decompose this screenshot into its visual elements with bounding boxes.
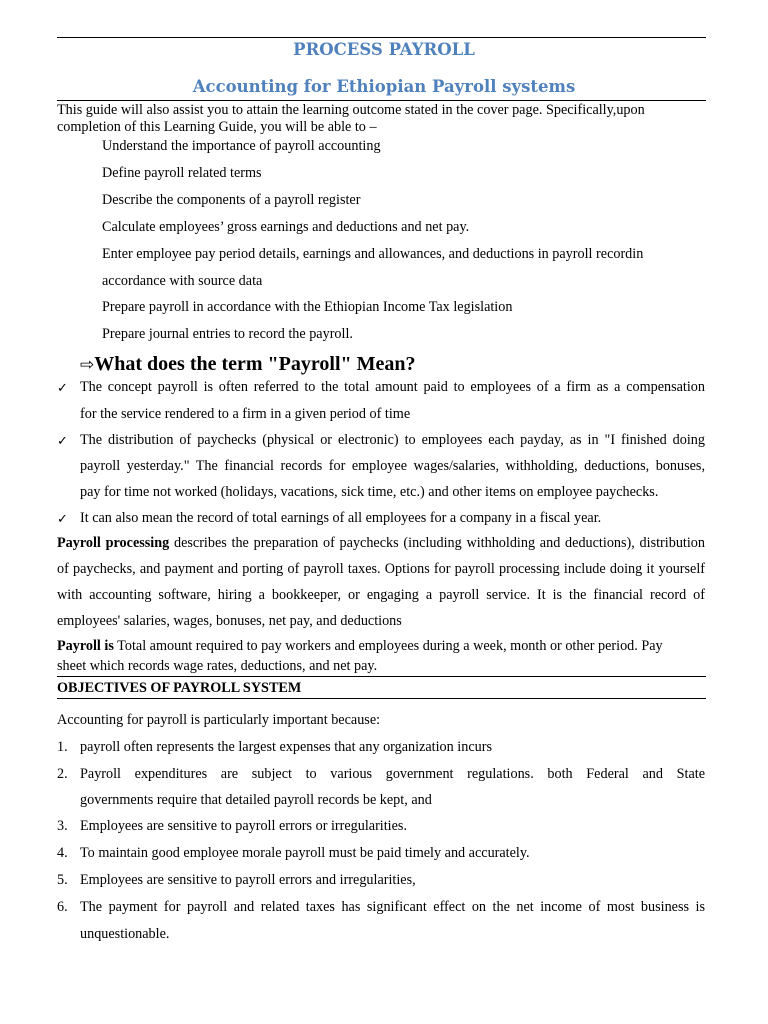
objective-number: 2. (57, 766, 68, 782)
outcome-item: Describe the components of a payroll register (102, 192, 361, 208)
objective-line: The payment for payroll and related taxes has significant effect on the net income of most business is (80, 899, 705, 915)
objective-number: 4. (57, 845, 68, 861)
subtitle-rule (57, 100, 706, 101)
objectives-heading: OBJECTIVES OF PAYROLL SYSTEM (57, 680, 302, 696)
objective-line: unquestionable. (80, 926, 170, 942)
outcome-item-continued: accordance with source data (102, 273, 263, 289)
definition-line: It can also mean the record of total earnings of all employees for a company in a fiscal year. (80, 510, 602, 526)
definition-line: for the service rendered to a firm in a given period of time (80, 406, 411, 422)
processing-line: with accounting software, hiring a bookkeeper, or engaging a payroll service. It is the financial record of (57, 587, 705, 603)
check-icon: ✓ (57, 433, 68, 448)
objectives-rule-top (57, 676, 706, 677)
outcome-item: Prepare payroll in accordance with the Ethiopian Income Tax legislation (102, 299, 513, 315)
objectives-rule-bottom (57, 698, 706, 699)
processing-text: describes the preparation of paychecks (including withholding and deductions), distribution (169, 535, 705, 551)
objective-number: 5. (57, 872, 68, 888)
processing-term: Payroll processing (57, 535, 170, 551)
intro-line-1: This guide will also assist you to attain the learning outcome stated in the cover page. Specifically,upon (57, 102, 645, 118)
arrow-right-icon: ⇨ (80, 355, 95, 375)
payroll-is-term: Payroll is (57, 638, 114, 654)
processing-line: of paychecks, and payment and porting of payroll taxes. Options for payroll processing include doing it yourself (57, 561, 705, 577)
processing-line (57, 535, 705, 552)
definition-line: pay for time not worked (holidays, vacations, sick time, etc.) and other items on employee paychecks. (80, 484, 659, 500)
page-title: PROCESS PAYROLL (293, 40, 475, 59)
outcome-item: Prepare journal entries to record the payroll. (102, 326, 353, 342)
outcome-item: Define payroll related terms (102, 165, 262, 181)
objective-line: Employees are sensitive to payroll errors and irregularities, (80, 872, 416, 888)
objectives-intro: Accounting for payroll is particularly important because: (57, 712, 381, 728)
outcome-item: Calculate employees’ gross earnings and deductions and net pay. (102, 219, 470, 235)
definition-line: The concept payroll is often referred to the total amount paid to employees of a firm as a compensation (80, 379, 705, 395)
objective-line: Employees are sensitive to payroll errors or irregularities. (80, 818, 407, 834)
intro-line-2: completion of this Learning Guide, you will be able to – (57, 119, 377, 135)
definition-line: payroll yesterday." The financial records for employee wages/salaries, withholding, deductions, bonuses, (80, 458, 705, 474)
outcome-item: Enter employee pay period details, earnings and allowances, and deductions in payroll recordin (102, 246, 644, 262)
check-icon: ✓ (57, 380, 68, 395)
definition-line: The distribution of paychecks (physical or electronic) to employees each payday, as in "I finished doing (80, 432, 705, 448)
payroll-is-line (57, 638, 663, 655)
top-rule (57, 37, 706, 38)
objective-number: 6. (57, 899, 68, 915)
question-text: What does the term "Payroll" Mean? (94, 353, 416, 375)
question-heading (80, 352, 415, 377)
page-subtitle: Accounting for Ethiopian Payroll systems (192, 77, 576, 96)
check-icon: ✓ (57, 511, 68, 526)
objective-line: To maintain good employee morale payroll must be paid timely and accurately. (80, 845, 530, 861)
outcome-item: Understand the importance of payroll accounting (102, 138, 381, 154)
objective-line: Payroll expenditures are subject to various government regulations. both Federal and State (80, 766, 705, 782)
objective-line: governments require that detailed payroll records be kept, and (80, 792, 432, 808)
payroll-is-text: Total amount required to pay workers and employees during a week, month or other period. Pay (113, 638, 663, 654)
processing-line: employees' salaries, wages, bonuses, net pay, and deductions (57, 613, 402, 629)
objective-number: 3. (57, 818, 68, 834)
payroll-is-line: sheet which records wage rates, deductions, and net pay. (57, 658, 378, 674)
objective-line: payroll often represents the largest expenses that any organization incurs (80, 739, 492, 755)
objective-number: 1. (57, 739, 68, 755)
